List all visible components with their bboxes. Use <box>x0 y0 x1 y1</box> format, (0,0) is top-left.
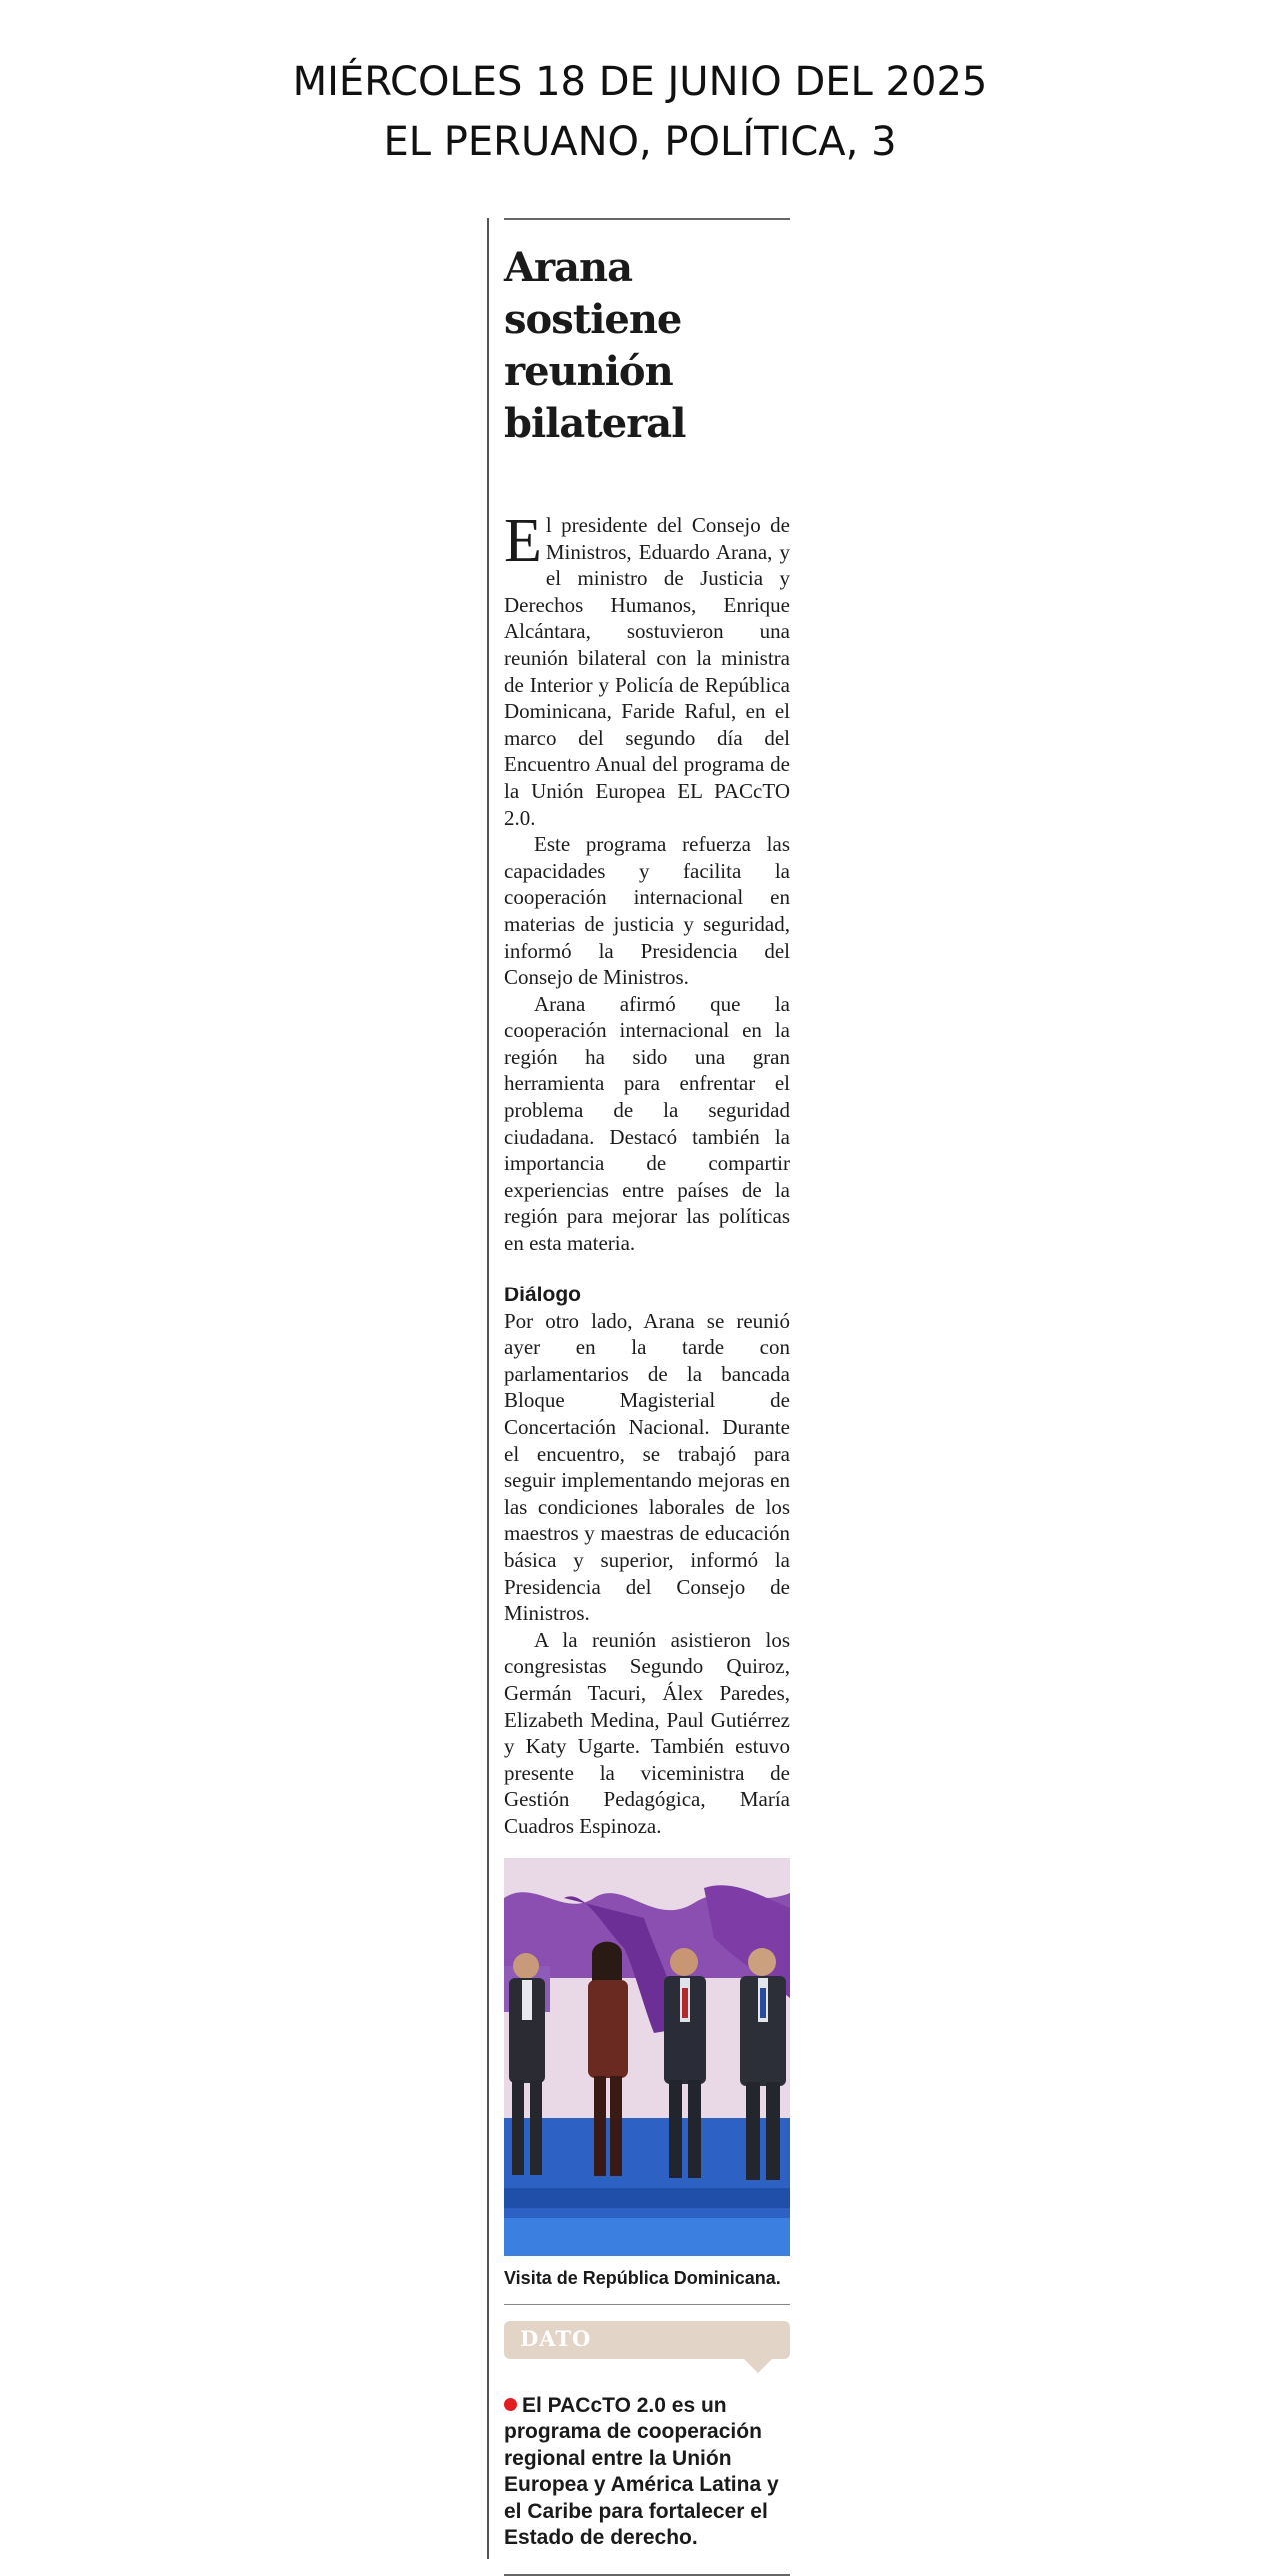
article-paragraph: Por otro lado, Arana se reunió ayer en la tarde con parlamentarios de la bancada Bloque Magisterial de Concertación Nacional. Durante el encuentro, se trabajó para seguir implementando mejoras en las condiciones laborales de los maestros y maestras de educación básica y superior, informó la Presidencia del Consejo de Ministros. <box>504 1308 790 1626</box>
article-body <box>504 507 790 1840</box>
page-header <box>0 52 1280 172</box>
dato-text: El PACcTO 2.0 es un programa de cooperación regional entre la Unión Europea y América Latina y el Caribe para fortalecer el Estado de derecho. <box>504 2393 779 2549</box>
paragraph-text: l presidente del Consejo de Ministros, Eduardo Arana, y el ministro de Justicia y Derechos Humanos, Enrique Alcántara, sostuvieron una reunión bilateral con la ministra de Interior y Policía de República Dominicana, Faride Raful, en el marco del segundo día del Encuentro Anual del programa de la Unión Europea EL PACcTO 2.0. <box>504 513 790 830</box>
date-line: MIÉRCOLES 18 DE JUNIO DEL 2025 <box>292 59 988 105</box>
drop-cap: E <box>504 507 542 575</box>
photo-illustration <box>504 1858 790 2256</box>
dato-label: DATO <box>520 2325 592 2351</box>
article-bottom-rule <box>504 2574 790 2576</box>
photo-caption: Visita de República Dominicana. <box>504 2267 781 2288</box>
dato-text-block <box>504 2393 790 2552</box>
article <box>504 218 790 2576</box>
article-paragraph: Arana afirmó que la cooperación internacional en la región ha sido una gran herramienta para enfrentar el problema de la seguridad ciudadana. Destacó también la importancia de compartir experiencias entre países de la región para mejorar las políticas en esta materia. <box>504 991 790 1256</box>
red-bullet-icon <box>504 2398 517 2411</box>
article-headline: Arana sostiene reunión bilateral <box>504 244 686 447</box>
article-top-rule <box>504 218 790 220</box>
caption-rule <box>504 2304 790 2305</box>
article-paragraph: Este programa refuerza las capacidades y facilita la cooperación internacional en materias de justicia y seguridad, informó la Presidencia del Consejo de Ministros. <box>504 832 790 990</box>
column-divider <box>487 218 489 2559</box>
dato-box-tail <box>744 2359 772 2373</box>
source-line: EL PERUANO, POLÍTICA, 3 <box>383 119 897 165</box>
article-photo <box>504 1858 790 2256</box>
article-subhead: Diálogo <box>504 1283 581 1306</box>
article-paragraph <box>504 507 790 831</box>
article-paragraph: A la reunión asistieron los congresistas Segundo Quiroz, Germán Tacuri, Álex Paredes, Elizabeth Medina, Paul Gutiérrez y Katy Ugarte. También estuvo presente la viceministra de Gestión Pedagógica, María Cuadros Espinoza. <box>504 1627 790 1838</box>
dato-box <box>504 2321 790 2359</box>
